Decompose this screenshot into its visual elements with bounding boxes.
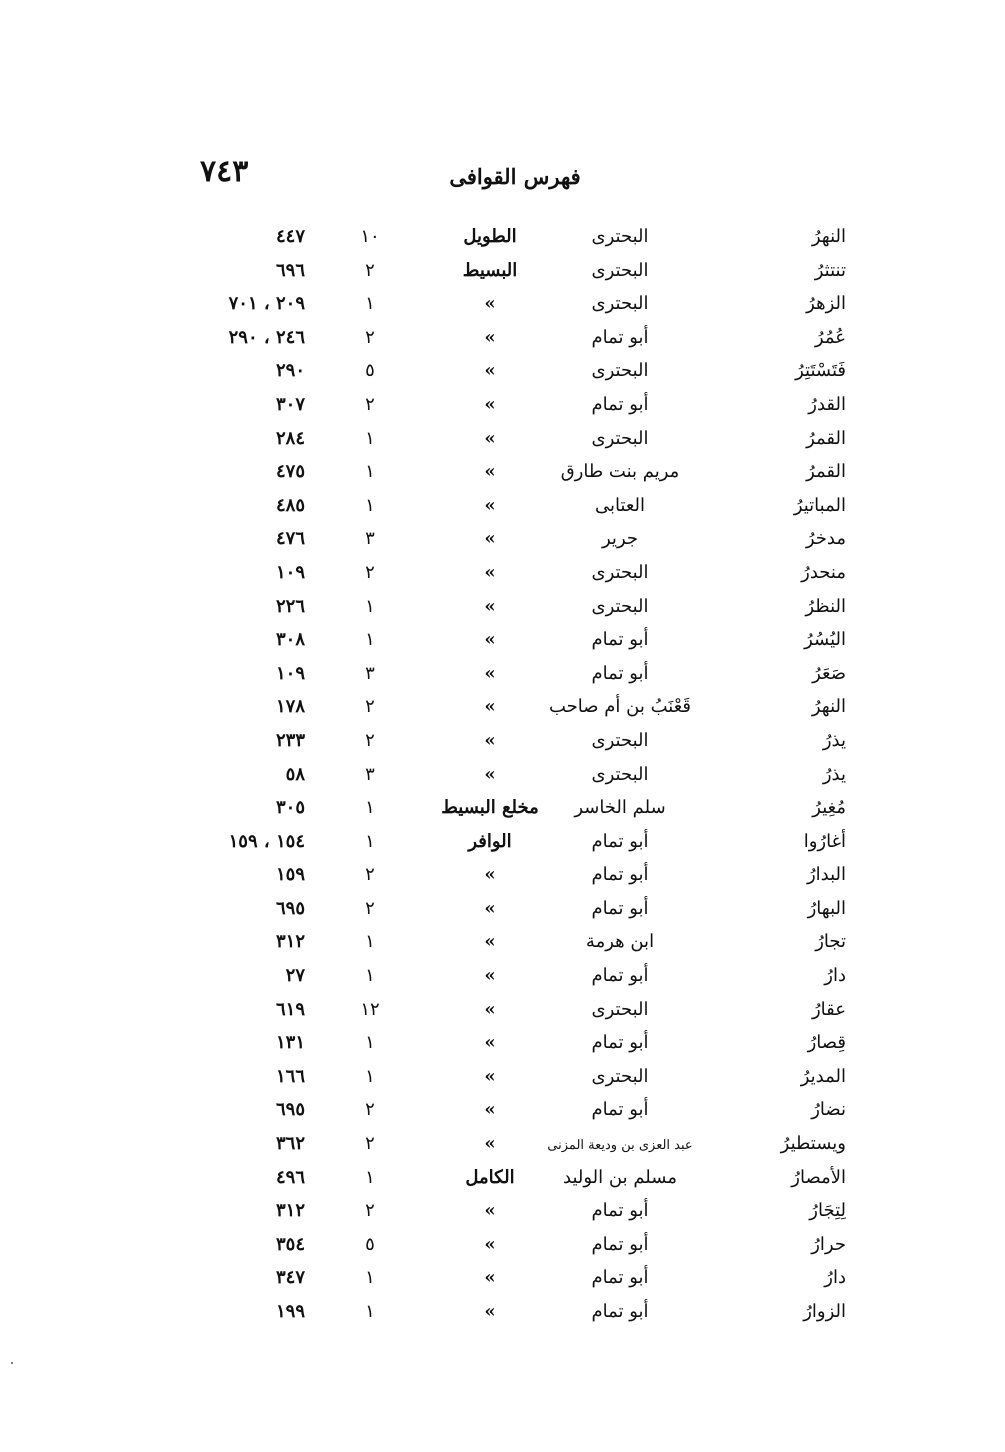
- meter-name: »: [484, 696, 496, 718]
- table-row: [180, 963, 860, 997]
- meter-name: »: [484, 629, 496, 651]
- page-refs: ١٥٤ ، ١٥٩: [228, 830, 305, 852]
- poet-name: أبو تمام: [591, 393, 649, 415]
- poet-name: أبو تمام: [591, 1267, 649, 1289]
- meter-name: »: [484, 1065, 496, 1087]
- rhyme-word: دارُ: [824, 1267, 846, 1289]
- rhyme-word: عُمُرُ: [814, 326, 846, 348]
- poet-name: أبو تمام: [591, 326, 649, 348]
- page-refs: ٢٨٤: [275, 427, 305, 449]
- rhyme-word: المباتيرُ: [793, 494, 846, 516]
- table-row: [180, 795, 860, 829]
- rhyme-word: المديرُ: [800, 1065, 846, 1087]
- meter-name: مخلع البسيط: [441, 797, 539, 819]
- meter-name: »: [484, 595, 496, 617]
- table-row: [180, 526, 860, 560]
- page-refs: ٤٤٧: [275, 226, 305, 247]
- rhyme-word: النهرُ: [811, 226, 846, 247]
- verse-count: ١: [365, 931, 375, 953]
- rhyme-word: الزهرُ: [806, 293, 846, 315]
- page-refs: ٣١٢: [275, 1200, 305, 1222]
- meter-name: الكامل: [465, 1166, 515, 1188]
- poet-name: البحترى: [591, 998, 649, 1020]
- page-refs: ٣٥٤: [275, 1233, 305, 1255]
- rhyme-word: لِتِجَارُ: [809, 1200, 846, 1222]
- rhyme-word: ويستطيرُ: [780, 1133, 846, 1155]
- poet-name: أبو تمام: [591, 1032, 649, 1054]
- verse-count: ١: [365, 427, 375, 449]
- verse-count: ٣: [365, 763, 375, 785]
- verse-count: ٢: [365, 326, 375, 348]
- rhyme-word: دارُ: [824, 965, 846, 987]
- poet-name: أبو تمام: [591, 1099, 649, 1121]
- rhyme-word: البدارُ: [806, 864, 846, 886]
- rhyme-index-table: [180, 224, 860, 1333]
- poet-name: البحترى: [591, 427, 649, 449]
- table-row: [180, 1064, 860, 1098]
- table-row: [180, 661, 860, 695]
- poet-name: البحترى: [591, 259, 649, 281]
- poet-name: أبو تمام: [591, 897, 649, 919]
- rhyme-word: القمرُ: [806, 427, 846, 449]
- table-row: [180, 829, 860, 863]
- verse-count: ١: [365, 1065, 375, 1087]
- rhyme-word: منحدرُ: [801, 561, 846, 583]
- verse-count: ٢: [365, 897, 375, 919]
- table-row: [180, 459, 860, 493]
- poet-name: أبو تمام: [591, 1233, 649, 1255]
- table-row: [180, 1299, 860, 1333]
- verse-count: ١: [365, 830, 375, 852]
- page-refs: ٢٤٦ ، ٢٩٠: [228, 326, 305, 348]
- rhyme-word: البهارُ: [807, 897, 846, 919]
- poet-name: أبو تمام: [591, 1200, 649, 1222]
- rhyme-word: عقارُ: [811, 998, 846, 1020]
- meter-name: »: [484, 293, 496, 315]
- poet-name: البحترى: [591, 1065, 649, 1087]
- page-refs: ٤٧٥: [275, 461, 305, 483]
- verse-count: ٥: [365, 1233, 375, 1255]
- page-refs: ٣٦٢: [275, 1133, 305, 1155]
- poet-name: أبو تمام: [591, 662, 649, 684]
- table-row: [180, 997, 860, 1031]
- page-refs: ٤٧٦: [275, 528, 305, 550]
- verse-count: ١: [365, 494, 375, 516]
- poet-name: أبو تمام: [591, 830, 649, 852]
- table-row: [180, 862, 860, 896]
- poet-name: قَعْنَبُ بن أم صاحب: [549, 696, 691, 718]
- meter-name: »: [484, 326, 496, 348]
- page-refs: ٢٠٩ ، ٧٠١: [228, 293, 305, 315]
- verse-count: ٣: [365, 528, 375, 550]
- poet-name: أبو تمام: [591, 629, 649, 651]
- table-row: [180, 358, 860, 392]
- rhyme-word: الزوارُ: [803, 1301, 846, 1322]
- poet-name: مسلم بن الوليد: [563, 1166, 677, 1188]
- meter-name: »: [484, 427, 496, 449]
- poet-name: البحترى: [591, 763, 649, 785]
- meter-name: »: [484, 528, 496, 550]
- meter-name: »: [484, 393, 496, 415]
- page-refs: ١٠٩: [275, 662, 305, 684]
- table-row: [180, 1232, 860, 1266]
- rhyme-word: الأمصارُ: [791, 1166, 846, 1188]
- page-refs: ٣١٢: [275, 931, 305, 953]
- meter-name: »: [484, 494, 496, 516]
- rhyme-word: حرارُ: [811, 1233, 846, 1255]
- page-refs: ٣٠٧: [275, 393, 305, 415]
- table-row: [180, 560, 860, 594]
- poet-name: البحترى: [591, 360, 649, 382]
- table-row: [180, 594, 860, 628]
- meter-name: »: [484, 864, 496, 886]
- table-row: [180, 224, 860, 258]
- meter-name: »: [484, 662, 496, 684]
- rhyme-word: قِصارُ: [807, 1032, 846, 1054]
- meter-name: »: [484, 360, 496, 382]
- meter-name: »: [484, 1133, 496, 1155]
- table-row: [180, 627, 860, 661]
- poet-name: عبد العزى بن وديعة المزنى: [547, 1138, 693, 1154]
- page-refs: ١٧٨: [275, 696, 305, 718]
- meter-name: »: [484, 897, 496, 919]
- meter-name: »: [484, 461, 496, 483]
- verse-count: ١: [365, 461, 375, 483]
- table-row: [180, 929, 860, 963]
- meter-name: البسيط: [462, 259, 518, 281]
- table-row: [180, 493, 860, 527]
- page-refs: ٢٣٣: [275, 729, 305, 751]
- table-row: [180, 1198, 860, 1232]
- table-row: [180, 1131, 860, 1165]
- verse-count: ١: [365, 797, 375, 819]
- meter-name: »: [484, 1099, 496, 1121]
- verse-count: ١: [365, 629, 375, 651]
- page-refs: ٢٢٦: [275, 595, 305, 617]
- poet-name: سلم الخاسر: [574, 797, 666, 819]
- verse-count: ٢: [365, 864, 375, 886]
- meter-name: الطويل: [463, 226, 517, 247]
- poet-name: البحترى: [591, 226, 649, 247]
- rhyme-word: النهرُ: [811, 696, 846, 718]
- rhyme-word: يذرُ: [822, 729, 846, 751]
- meter-name: »: [484, 1233, 496, 1255]
- poet-name: العتابى: [594, 494, 646, 516]
- page-refs: ١٦٦: [275, 1065, 305, 1087]
- rhyme-word: تجارُ: [815, 931, 846, 953]
- verse-count: ١: [365, 1301, 375, 1322]
- table-row: [180, 762, 860, 796]
- table-row: [180, 291, 860, 325]
- meter-name: »: [484, 1200, 496, 1222]
- poet-name: البحترى: [591, 729, 649, 751]
- verse-count: ٢: [365, 1133, 375, 1155]
- poet-name: مريم بنت طارق: [560, 461, 680, 483]
- page-refs: ١٥٩: [275, 864, 305, 886]
- verse-count: ١: [365, 1032, 375, 1054]
- table-row: [180, 392, 860, 426]
- page-refs: ١٣١: [275, 1032, 305, 1054]
- table-row: [180, 896, 860, 930]
- verse-count: ٢: [365, 259, 375, 281]
- verse-count: ٢: [365, 1099, 375, 1121]
- page-refs: ٦٩٥: [275, 897, 305, 919]
- meter-name: »: [484, 763, 496, 785]
- table-row: [180, 728, 860, 762]
- page-refs: ٦٩٦: [275, 259, 305, 281]
- meter-name: »: [484, 998, 496, 1020]
- verse-count: ٢: [365, 1200, 375, 1222]
- verse-count: ١: [365, 965, 375, 987]
- page-refs: ٢٧: [285, 965, 305, 987]
- poet-name: البحترى: [591, 293, 649, 315]
- verse-count: ٢: [365, 729, 375, 751]
- table-row: [180, 325, 860, 359]
- page-refs: ١٩٩: [275, 1301, 305, 1322]
- table-row: [180, 1030, 860, 1064]
- poet-name: البحترى: [591, 561, 649, 583]
- page-refs: ٥٨: [285, 763, 305, 785]
- page-refs: ٦٩٥: [275, 1099, 305, 1121]
- meter-name: »: [484, 561, 496, 583]
- meter-name: »: [484, 1301, 496, 1322]
- rhyme-word: مدخرُ: [805, 528, 846, 550]
- poet-name: ابن هرمة: [585, 931, 655, 953]
- rhyme-word: فَتَسْتَتِرُ: [795, 360, 846, 382]
- meter-name: »: [484, 931, 496, 953]
- page-refs: ٣٤٧: [275, 1267, 305, 1289]
- page-refs: ٣٠٥: [275, 797, 305, 819]
- table-row: [180, 1165, 860, 1199]
- page-number: ٧٤٣: [200, 154, 249, 189]
- rhyme-word: مُغِيرُ: [812, 797, 846, 819]
- page-refs: ٤٩٦: [275, 1166, 305, 1188]
- verse-count: ١٠: [360, 226, 380, 247]
- meter-name: الوافر: [468, 830, 512, 852]
- meter-name: »: [484, 965, 496, 987]
- rhyme-word: نضارُ: [811, 1099, 846, 1121]
- verse-count: ٢: [365, 561, 375, 583]
- rhyme-word: اليُسُرُ: [804, 629, 846, 651]
- meter-name: »: [484, 1032, 496, 1054]
- page-speck: [11, 1362, 13, 1364]
- poet-name: البحترى: [591, 595, 649, 617]
- rhyme-word: النظرُ: [805, 595, 846, 617]
- table-row: [180, 1097, 860, 1131]
- table-row: [180, 1265, 860, 1299]
- rhyme-word: القدرُ: [808, 393, 846, 415]
- meter-name: »: [484, 1267, 496, 1289]
- table-row: [180, 694, 860, 728]
- page-refs: ١٠٩: [275, 561, 305, 583]
- poet-name: أبو تمام: [591, 965, 649, 987]
- table-row: [180, 426, 860, 460]
- verse-count: ٣: [365, 662, 375, 684]
- page-refs: ٢٩٠: [275, 360, 305, 382]
- verse-count: ١: [365, 1166, 375, 1188]
- page-refs: ٣٠٨: [275, 629, 305, 651]
- rhyme-word: يذرُ: [822, 763, 846, 785]
- rhyme-word: القمرُ: [806, 461, 846, 483]
- verse-count: ٢: [365, 696, 375, 718]
- poet-name: أبو تمام: [591, 864, 649, 886]
- poet-name: أبو تمام: [591, 1301, 649, 1322]
- rhyme-word: تنتثرُ: [814, 259, 846, 281]
- verse-count: ١٢: [360, 998, 380, 1020]
- verse-count: ١: [365, 1267, 375, 1289]
- page-refs: ٦١٩: [275, 998, 305, 1020]
- verse-count: ٥: [365, 360, 375, 382]
- page-title: فهرس القوافى: [449, 164, 581, 189]
- page-refs: ٤٨٥: [275, 494, 305, 516]
- verse-count: ١: [365, 595, 375, 617]
- table-row: [180, 258, 860, 292]
- meter-name: »: [484, 729, 496, 751]
- verse-count: ٢: [365, 393, 375, 415]
- rhyme-word: صَعَرُ: [812, 662, 846, 684]
- poet-name: جرير: [602, 528, 638, 550]
- verse-count: ١: [365, 293, 375, 315]
- rhyme-word: أغارُوا: [803, 830, 846, 852]
